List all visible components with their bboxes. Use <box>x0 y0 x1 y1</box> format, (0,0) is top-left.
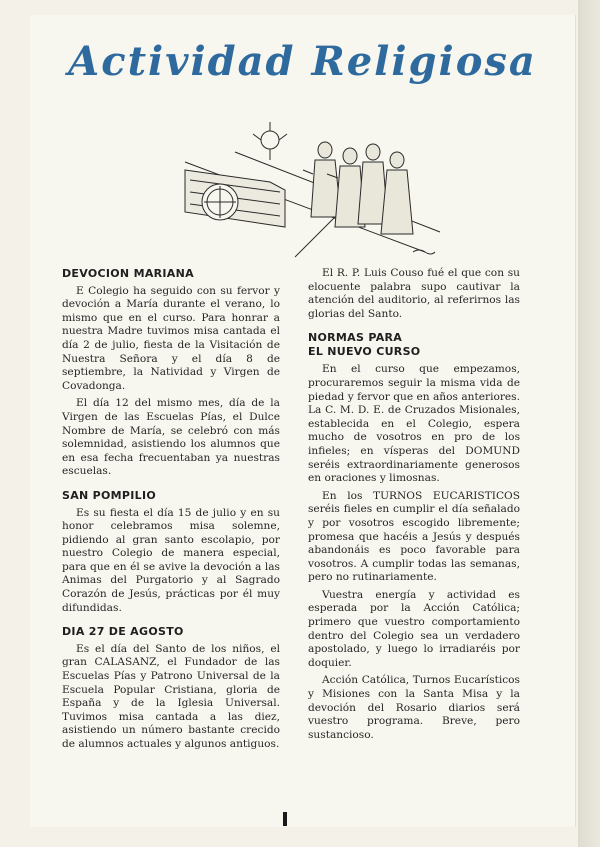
paragraph: El día 12 del mismo mes, día de la Virgen de las Escuelas Pías, el Dulce Nombre de María, se celebró con más solemnidad, asistiendo los alumnos que en esa fecha frecuentaban ya nuestras escuelas. <box>62 397 280 478</box>
binding-mark <box>283 812 287 826</box>
section-heading-normas-line1: NORMAS PARA <box>308 331 403 345</box>
section-heading-agosto: DIA 27 DE AGOSTO <box>62 625 184 639</box>
paragraph: Vuestra energía y actividad es esperada por la Acción Católica; primero que vuestro comportamiento dentro del Colegio sea un verdadero apostolado, y luego lo irradiaréis por doquier. <box>308 588 520 669</box>
paragraph: En los TURNOS EUCARISTICOS seréis fieles en cumplir el día señalado y por vosotros escogido libremente; promesa que hacéis a Jesús y después abandonáis es poco favorable para vosotros. A cumplir todas las semanas, pero no rutinariamente. <box>308 489 520 584</box>
paragraph: Es su fiesta el día 15 de julio y en su honor celebramos misa solemne, pidiendo al gran santo escolapio, por nuestro Colegio de manera especial, para que en él se avive la devoción a las Animas del Purgatorio y al Sagrado Corazón de Jesús, prácticas por él muy difundidas. <box>62 506 280 614</box>
section-heading-normas-line2: EL NUEVO CURSO <box>308 345 421 359</box>
paragraph: Acción Católica, Turnos Eucarísticos y Misiones con la Santa Misa y la devoción del Rosario diarios será vuestro programa. Breve, pero sustancioso. <box>308 674 520 741</box>
religious-illustration <box>175 112 445 260</box>
paragraph: El R. P. Luis Couso fué el que con su elocuente palabra supo cautivar la atención del auditorio, al referirnos las glorias del Santo. <box>308 267 520 320</box>
section-heading-devocion: DEVOCION MARIANA <box>62 267 194 280</box>
page-title: Actividad Religiosa <box>68 38 537 85</box>
section-heading-pompilio: SAN POMPILIO <box>62 488 157 502</box>
paragraph: E Colegio ha seguido con su fervor y devoción a María durante el verano, lo mismo que en el curso. Para honrar a nuestra Madre tuvimos misa cantada el día 2 de julio, fiesta de la Visitación de Nuestra Señora y el día 8 de septiembre, la Natividad y Virgen de Covadonga. <box>62 284 280 392</box>
next-page-edge <box>578 0 600 847</box>
paragraph: En el curso que empezamos, procuraremos seguir la misma vida de piedad y fervor que en años anteriores. La C. M. D. E. de Cruzados Misionales, establecida en el Colegio, espera mucho de vosotros en pro de los infieles; en vísperas del DOMUND seréis extraordinariamente generosos en oraciones y limosnas. <box>308 363 520 485</box>
left-column <box>62 267 280 756</box>
right-column <box>308 267 520 746</box>
normas-heading-block <box>308 331 520 359</box>
paragraph: Es el día del Santo de los niños, el gran CALASANZ, el Fundador de las Escuelas Pías y Patrono Universal de la Escuela Popular Cristiana, gloria de España y de la Iglesia Universal. Tuvimos misa cantada a las diez, asistiendo un número bastante crecido de alumnos actuales y algunos antiguos. <box>62 642 280 750</box>
